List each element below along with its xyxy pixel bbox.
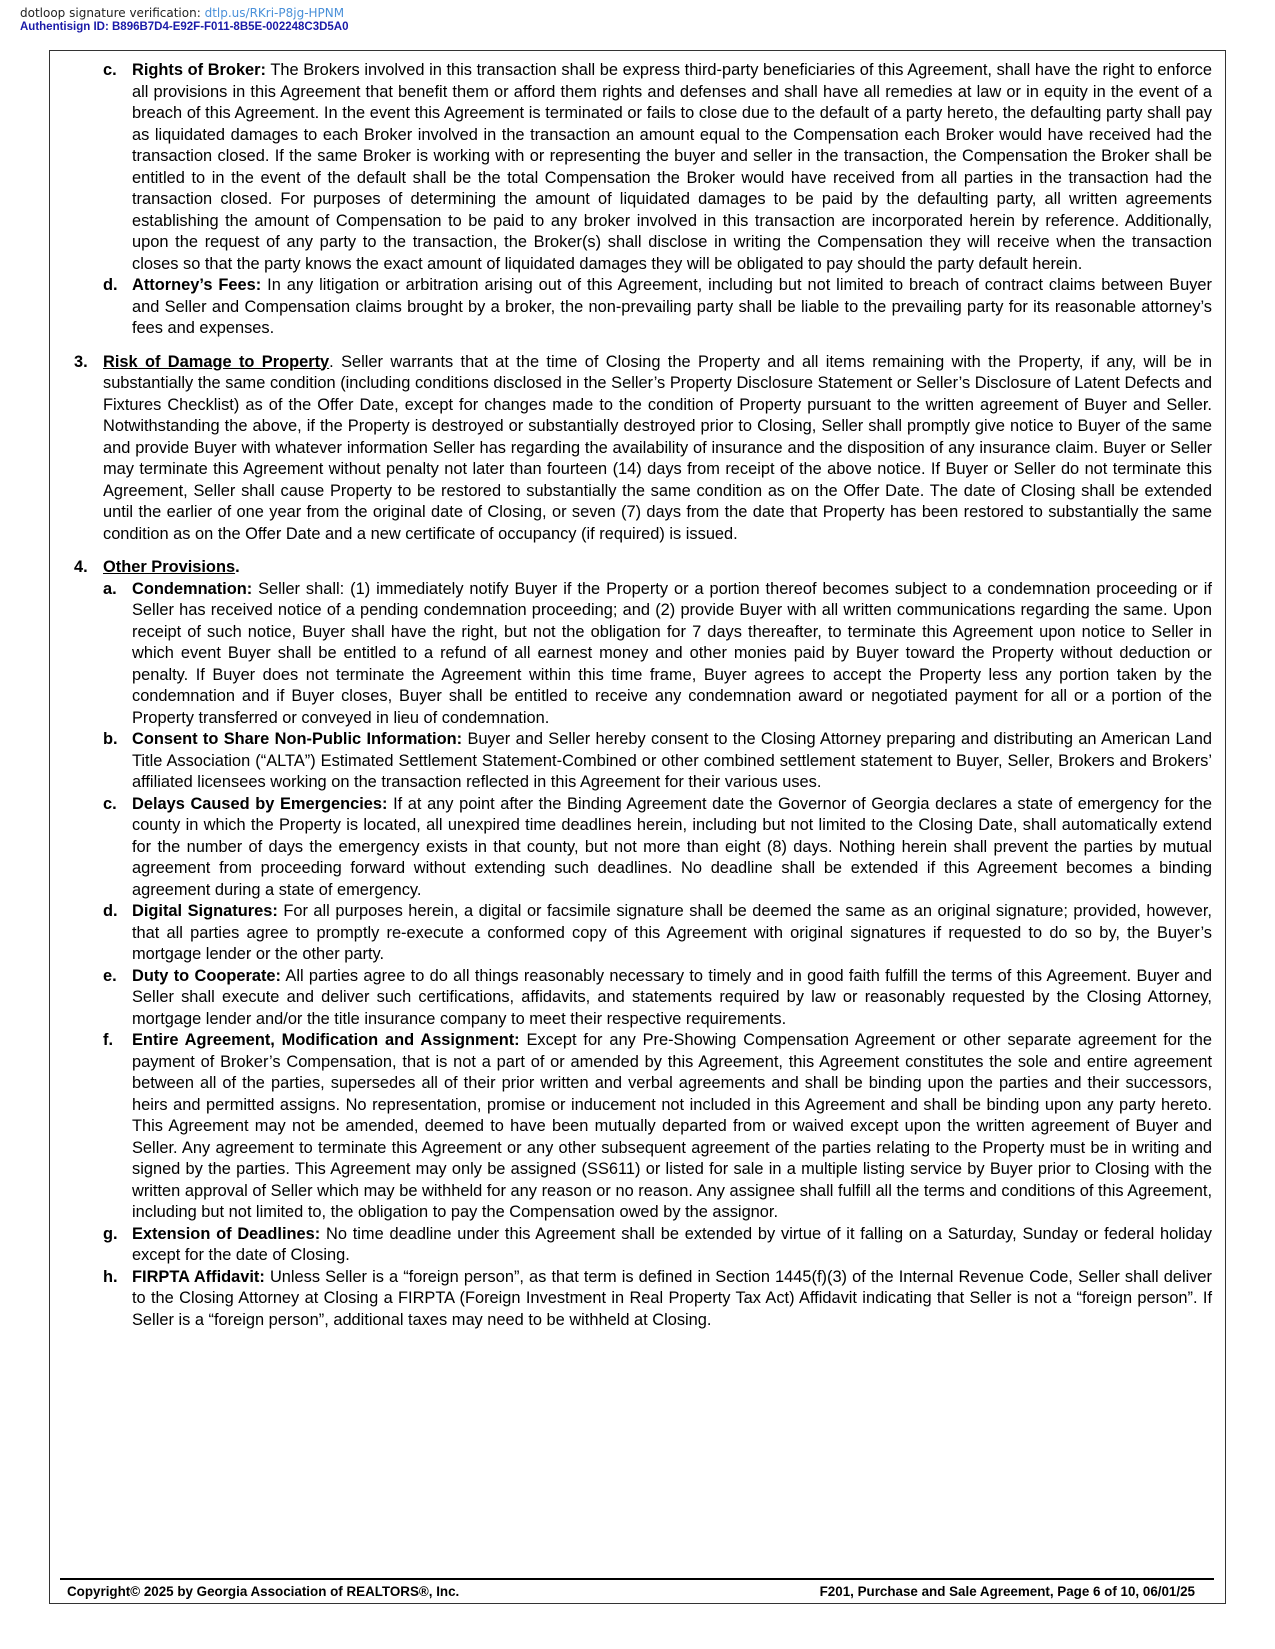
clause-letter: d.: [103, 902, 118, 920]
clause-4h: [74, 1267, 1212, 1332]
clause-title: Extension of Deadlines:: [132, 1224, 321, 1243]
clause-letter: f.: [103, 1031, 114, 1049]
clause-4a: [74, 579, 1212, 730]
clause-title: Digital Signatures:: [132, 902, 278, 920]
clause-2d: [74, 275, 1212, 340]
section-3-risk-of-damage: [74, 352, 1212, 546]
clause-text: In any litigation or arbitration arising out of this Agreement, including but not limited to breach of contract claims between Buyer and Seller and Compensation claims brought by a broker, the non-prevailing party shall be liable to the prevailing party for its reasonable attorney’s fees and expenses.: [132, 276, 1213, 337]
clause-4b: [74, 729, 1212, 794]
clause-text: No time deadline under this Agreement shall be extended by virtue of it falling on a Saturday, Sunday or federal holiday except for the date of Closing.: [132, 1224, 1212, 1264]
clause-title: Consent to Share Non-Public Information:: [132, 730, 463, 748]
clause-letter: d.: [103, 276, 118, 294]
clause-letter: b.: [103, 730, 118, 748]
clause-4c: [74, 794, 1212, 902]
clause-letter: e.: [103, 966, 117, 985]
clause-text: For all purposes herein, a digital or facsimile signature shall be deemed the same as an original signature; provided, however, that all parties agree to promptly re-execute a conformed copy of this Agreement with original signatures if requested to do so by, the Buyer’s mortgage lender or the other party.: [132, 902, 1212, 963]
section-text: . Seller warrants that at the time of Closing the Property and all items remaining with the Property, if any, will be in substantially the same condition (including conditions disclosed in the Seller’s Property Disclosure Statement or Seller’s Disclosure of Latent Defects and Fixtures Checklist) as of the Offer Date, except for changes made to the condition of Property pursuant to the written agreement of Buyer and Seller. Notwithstanding the above, if the Property is destroyed or substantially destroyed prior to Closing, Seller shall promptly give notice to Buyer of the same and provide Buyer with whatever information Seller has regarding the availability of insurance and the disposition of any insurance claim. Buyer or Seller may terminate this Agreement without penalty not later than fourteen (14) days from receipt of the above notice. If Buyer or Seller do not terminate this Agreement, Seller shall cause Property to be restored to substantially the same condition as on the Offer Date. The date of Closing shall be extended until the earlier of one year from the original date of Closing, or seven (7) days from the date that Property has been restored to substantially the same condition as on the Offer Date and a new certificate of occupancy (if required) is issued.: [103, 352, 1212, 543]
clause-title: Condemnation:: [132, 579, 253, 598]
clause-letter: h.: [103, 1267, 118, 1286]
clause-4g: [74, 1224, 1212, 1267]
clause-4f: [74, 1030, 1212, 1224]
authentisign-id: Authentisign ID: B896B7D4-E92F-F011-8B5E-002248C3D5A0: [20, 21, 349, 33]
footer-form-info: F201, Purchase and Sale Agreement, Page 6 of 10, 06/01/25: [819, 1584, 1195, 1599]
section-heading: Other Provisions: [103, 558, 236, 576]
section-4-other-provisions: [74, 557, 1212, 579]
clause-4d: [74, 901, 1212, 966]
clause-2c: [74, 60, 1212, 275]
footer-rule: [60, 1578, 1214, 1580]
footer-copyright: Copyright© 2025 by Georgia Association of REALTORS®, Inc.: [67, 1584, 460, 1599]
clause-title: Delays Caused by Emergencies:: [132, 794, 388, 813]
clause-letter: g.: [103, 1224, 118, 1243]
section-number: 4.: [74, 558, 88, 576]
clause-4e: [74, 966, 1212, 1031]
clause-letter: a.: [103, 579, 117, 598]
section-heading: Risk of Damage to Property: [103, 352, 330, 371]
section-number: 3.: [74, 352, 88, 371]
clause-text: Unless Seller is a “foreign person”, as that term is defined in Section 1445(f)(3) of the Internal Revenue Code, Seller shall deliver to the Closing Attorney at Closing a FIRPTA (Foreign Investment in Real Property Tax Act) Affidavit indicating that Seller is not a “foreign person”. If Seller is a “foreign person”, additional taxes may need to be withheld at Closing.: [132, 1267, 1212, 1329]
clause-text: Seller shall: (1) immediately notify Buyer if the Property or a portion thereof becomes subject to a condemnation proceeding or if Seller has received notice of a pending condemnation proceeding; and (2) provide Buyer with all written communications regarding the same. Upon receipt of such notice, Buyer shall have the right, but not the obligation for 7 days thereafter, to terminate this Agreement upon notice to Seller in which event Buyer shall be entitled to a refund of all earnest money and other monies paid by Buyer toward the Property without deduction or penalty. If Buyer does not terminate the Agreement within this time frame, Buyer agrees to accept the Property less any portion taken by the condemnation and if Buyer closes, Buyer shall be entitled to receive any condemnation award or negotiated payment for all or a portion of the Property transferred or conveyed in lieu of condemnation.: [132, 579, 1212, 727]
clause-title: FIRPTA Affidavit:: [132, 1267, 265, 1286]
clause-text: The Brokers involved in this transaction shall be express third-party beneficiaries of this Agreement, shall have the right to enforce all provisions in this Agreement that benefit them or afford them rights and defenses and shall have all remedies at law or in equity in the event of a breach of this Agreement. In the event this Agreement is terminated or fails to close due to the default of a party hereto, the defaulting party shall pay as liquidated damages to each Broker involved in the transaction an amount equal to the Compensation each Broker would have received had the transaction closed. If the same Broker is working with or representing the buyer and seller in the transaction, the Compensation the Broker shall be entitled to in the event of the default shall be the total Compensation the Broker would have received from all parties in the transaction had the transaction closed. For purposes of determining the amount of liquidated damages to be paid by the defaulting party, all written agreements establishing the amount of Compensation to be paid to any broker involved in this transaction are incorporated herein by reference. Additionally, upon the request of any party to the transaction, the Broker(s) shall disclose in writing the Compensation they will receive when the transaction closes so that the party knows the exact amount of liquidated damages they will be obligated to pay should the party default herein.: [132, 61, 1212, 273]
clause-letter: c.: [103, 61, 117, 79]
clause-title: Attorney’s Fees:: [132, 276, 262, 294]
document-body: [74, 60, 1212, 1331]
dotloop-verification: [20, 7, 344, 20]
clause-text: Buyer and Seller hereby consent to the Closing Attorney preparing and distributing an American Land Title Association (“ALTA”) Estimated Settlement Statement-Combined or other combined settlement statement to Buyer, Seller, Brokers and Brokers’ affiliated licensees working on the transaction reflected in this Agreement for their various uses.: [132, 730, 1213, 791]
clause-text: If at any point after the Binding Agreement date the Governor of Georgia declares a state of emergency for the county in which the Property is located, all unexpired time deadlines herein, including but not limited to the Closing Date, shall automatically extend for the number of days the emergency exists in that county, but not more than eight (8) days. Nothing herein shall prevent the parties by mutual agreement from proceeding forward without extending such deadlines. No deadline shall be extended if this Agreement becomes a binding agreement during a state of emergency.: [132, 794, 1212, 899]
clause-text: All parties agree to do all things reasonably necessary to timely and in good faith fulfill the terms of this Agreement. Buyer and Seller shall execute and deliver such certifications, affidavits, and statements required by law or reasonably requested by the Closing Attorney, mortgage lender and/or the title insurance company to meet their respective requirements.: [132, 966, 1212, 1028]
clause-title: Entire Agreement, Modification and Assignment:: [132, 1031, 520, 1049]
clause-title: Duty to Cooperate:: [132, 966, 282, 985]
verification-label: dotloop signature verification:: [20, 6, 201, 20]
verification-link[interactable]: dtlp.us/RKri-P8jg-HPNM: [204, 6, 345, 20]
clause-text: Except for any Pre-Showing Compensation Agreement or other separate agreement for the payment of Broker’s Compensation, that is not a part of or amended by this Agreement, this Agreement constitutes the sole and entire agreement between all of the parties, supersedes all of their prior written and verbal agreements and shall be binding upon the parties and their successors, heirs and permitted assigns. No representation, promise or inducement not included in this Agreement and shall be binding upon any party hereto. This Agreement may not be amended, deemed to have been mutually departed from or waived except upon the written agreement of Buyer and Seller. Any agreement to terminate this Agreement or any other subsequent agreement of the parties relating to the Property must be in writing and signed by the parties. This Agreement may only be assigned (SS611) or listed for sale in a multiple listing service by Buyer prior to Closing with the written approval of Seller which may be withheld for any reason or no reason. Any assignee shall fulfill all the terms and conditions of this Agreement, including but not limited to, the obligation to pay the Compensation owed by the assignor.: [132, 1031, 1212, 1221]
section-heading-period: .: [235, 558, 240, 576]
clause-letter: c.: [103, 794, 117, 813]
clause-title: Rights of Broker:: [132, 61, 267, 79]
